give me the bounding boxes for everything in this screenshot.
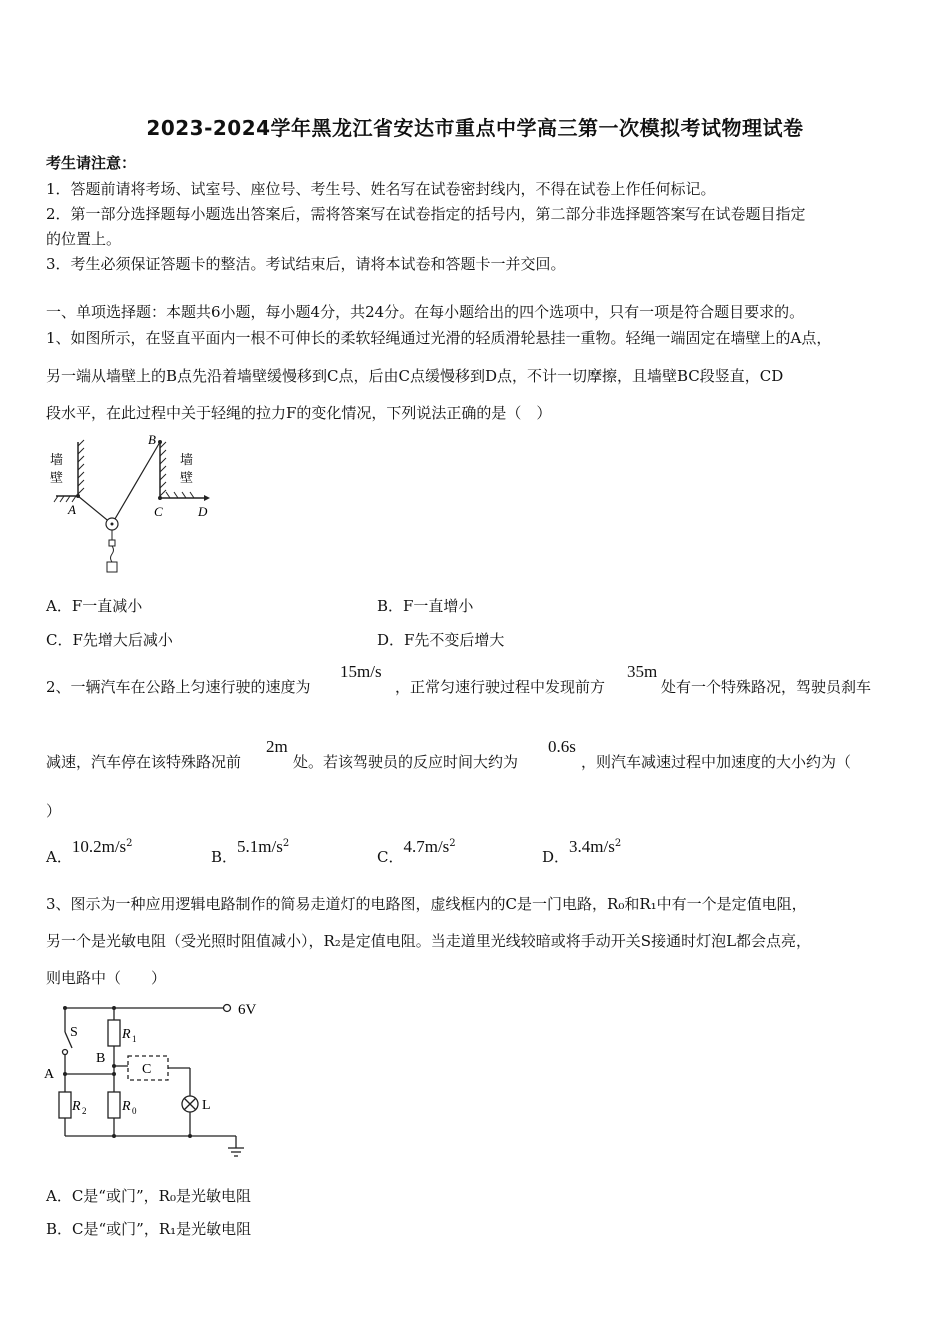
option-letter: C．: [377, 848, 404, 866]
q3-option-b[interactable]: B．C是“或门”，R₁是光敏电阻: [46, 1220, 252, 1238]
r2-subscript: 2: [82, 1106, 87, 1116]
q2-text: 减速，汽车停在该特殊路况前: [46, 753, 242, 771]
q3-stem-line: 3、图示为一种应用逻辑电路制作的简易走道灯的电路图，虚线框内的C是一门电路，R₀和R₁中有一个是定值电阻，: [46, 895, 807, 913]
page-title: 2023-2024学年黑龙江省安达市重点中学高三第一次模拟考试物理试卷: [146, 116, 804, 140]
node-b-label: B: [96, 1051, 106, 1066]
notice-item: 1．答题前请将考场、试室号、座位号、考生号、姓名写在试卷密封线内，不得在试卷上作任何标记。: [46, 180, 716, 198]
q2-text: ）: [46, 802, 62, 820]
option-exponent: 2: [282, 838, 290, 849]
q2-text: 处。若该驾驶员的反应时间大约为: [293, 753, 519, 771]
q2-text: 处有一个特殊路况，驾驶员刹车: [661, 678, 872, 696]
q2-text: ，正常匀速行驶过程中发现前方: [395, 678, 606, 696]
r0-subscript: 0: [132, 1106, 137, 1116]
q3-stem-line: 另一个是光敏电阻（受光照时阻值减小），R₂是定值电阻。当走道里光线较暗或将手动开关S接通时灯泡L都会点亮，: [46, 932, 812, 950]
option-value: 3.4m/s: [569, 837, 615, 856]
q2-speed: 15m/s: [340, 662, 382, 681]
option-value: 4.7m/s: [403, 837, 450, 856]
option-value: 10.2m/s: [71, 837, 127, 856]
notice-item: 2．第一部分选择题每小题选出答案后，需将答案写在试卷指定的括号内，第二部分非选择题答案写在试卷题目指定: [46, 205, 806, 223]
q2-option-c[interactable]: [377, 836, 456, 866]
q2-option-d[interactable]: [542, 836, 622, 866]
q2-distance-2: 2m: [266, 737, 288, 756]
q1-option-b[interactable]: B．F一直增小: [377, 597, 474, 615]
label-c: C: [154, 504, 163, 519]
notice-item: 3．考生必须保证答题卡的整洁。考试结束后，请将本试卷和答题卡一并交回。: [46, 255, 566, 273]
label-d: D: [198, 504, 208, 519]
q2-text: ，则汽车减速过程中加速度的大小约为（: [581, 753, 852, 771]
notice-item: 的位置上。: [46, 230, 122, 248]
q3-stem-line: 则电路中（ ）: [46, 969, 167, 987]
option-exponent: 2: [614, 838, 622, 849]
option-exponent: 2: [126, 838, 133, 849]
q1-stem-line: 1、如图所示，在竖直平面内一根不可伸长的柔软轻绳通过光滑的轻质滑轮悬挂一重物。轻绳一端固定在墙壁上的A点，: [46, 329, 832, 347]
q2-option-b[interactable]: [211, 836, 290, 866]
wall-text-right: 墙: [180, 452, 194, 467]
switch-label: S: [70, 1025, 78, 1040]
q1-stem-line: 另一端从墙壁上的B点先沿着墙壁缓慢移到C点，后由C点缓慢移到D点，不计一切摩擦，且墙壁BC段竖直，CD: [46, 367, 784, 385]
voltage-label: 6V: [238, 1002, 257, 1018]
q1-option-a[interactable]: A．F一直减小: [46, 597, 143, 615]
r1-label: R: [122, 1027, 131, 1042]
option-letter: D．: [542, 848, 570, 866]
notice-heading: 考生请注意：: [46, 154, 137, 172]
q3-option-a[interactable]: A．C是“或门”，R₀是光敏电阻: [46, 1187, 251, 1205]
option-exponent: 2: [449, 838, 456, 849]
wall-text-right: 壁: [180, 470, 194, 485]
r2-label: R: [72, 1099, 81, 1114]
option-letter: B．: [211, 848, 238, 866]
r0-label: R: [122, 1099, 131, 1114]
q2-reaction-time: 0.6s: [548, 737, 576, 756]
option-letter: A．: [46, 848, 72, 866]
q2-distance: 35m: [627, 662, 658, 681]
q1-pulley-figure: [44, 432, 224, 582]
label-b: B: [148, 432, 156, 447]
wall-text-left: 墙: [50, 452, 64, 467]
node-a-label: A: [44, 1067, 55, 1082]
q1-option-d[interactable]: D．F先不变后增大: [377, 631, 505, 649]
label-a: A: [68, 502, 76, 517]
q2-option-a[interactable]: [46, 836, 133, 866]
lamp-label: L: [202, 1098, 211, 1113]
wall-text-left: 壁: [50, 470, 64, 485]
q1-stem-line: 段水平，在此过程中关于轻绳的拉力F的变化情况，下列说法正确的是（ ）: [46, 404, 552, 422]
gate-c-label: C: [142, 1062, 152, 1077]
q1-option-c[interactable]: C．F先增大后减小: [46, 631, 173, 649]
r1-subscript: 1: [132, 1034, 137, 1044]
q2-text: 2、一辆汽车在公路上匀速行驶的速度为: [46, 678, 311, 696]
option-value: 5.1m/s: [237, 837, 283, 856]
q3-circuit-diagram: [40, 996, 280, 1166]
section-heading: 一、单项选择题：本题共6小题，每小题4分，共24分。在每小题给出的四个选项中，只有一项是符合题目要求的。: [46, 303, 805, 321]
